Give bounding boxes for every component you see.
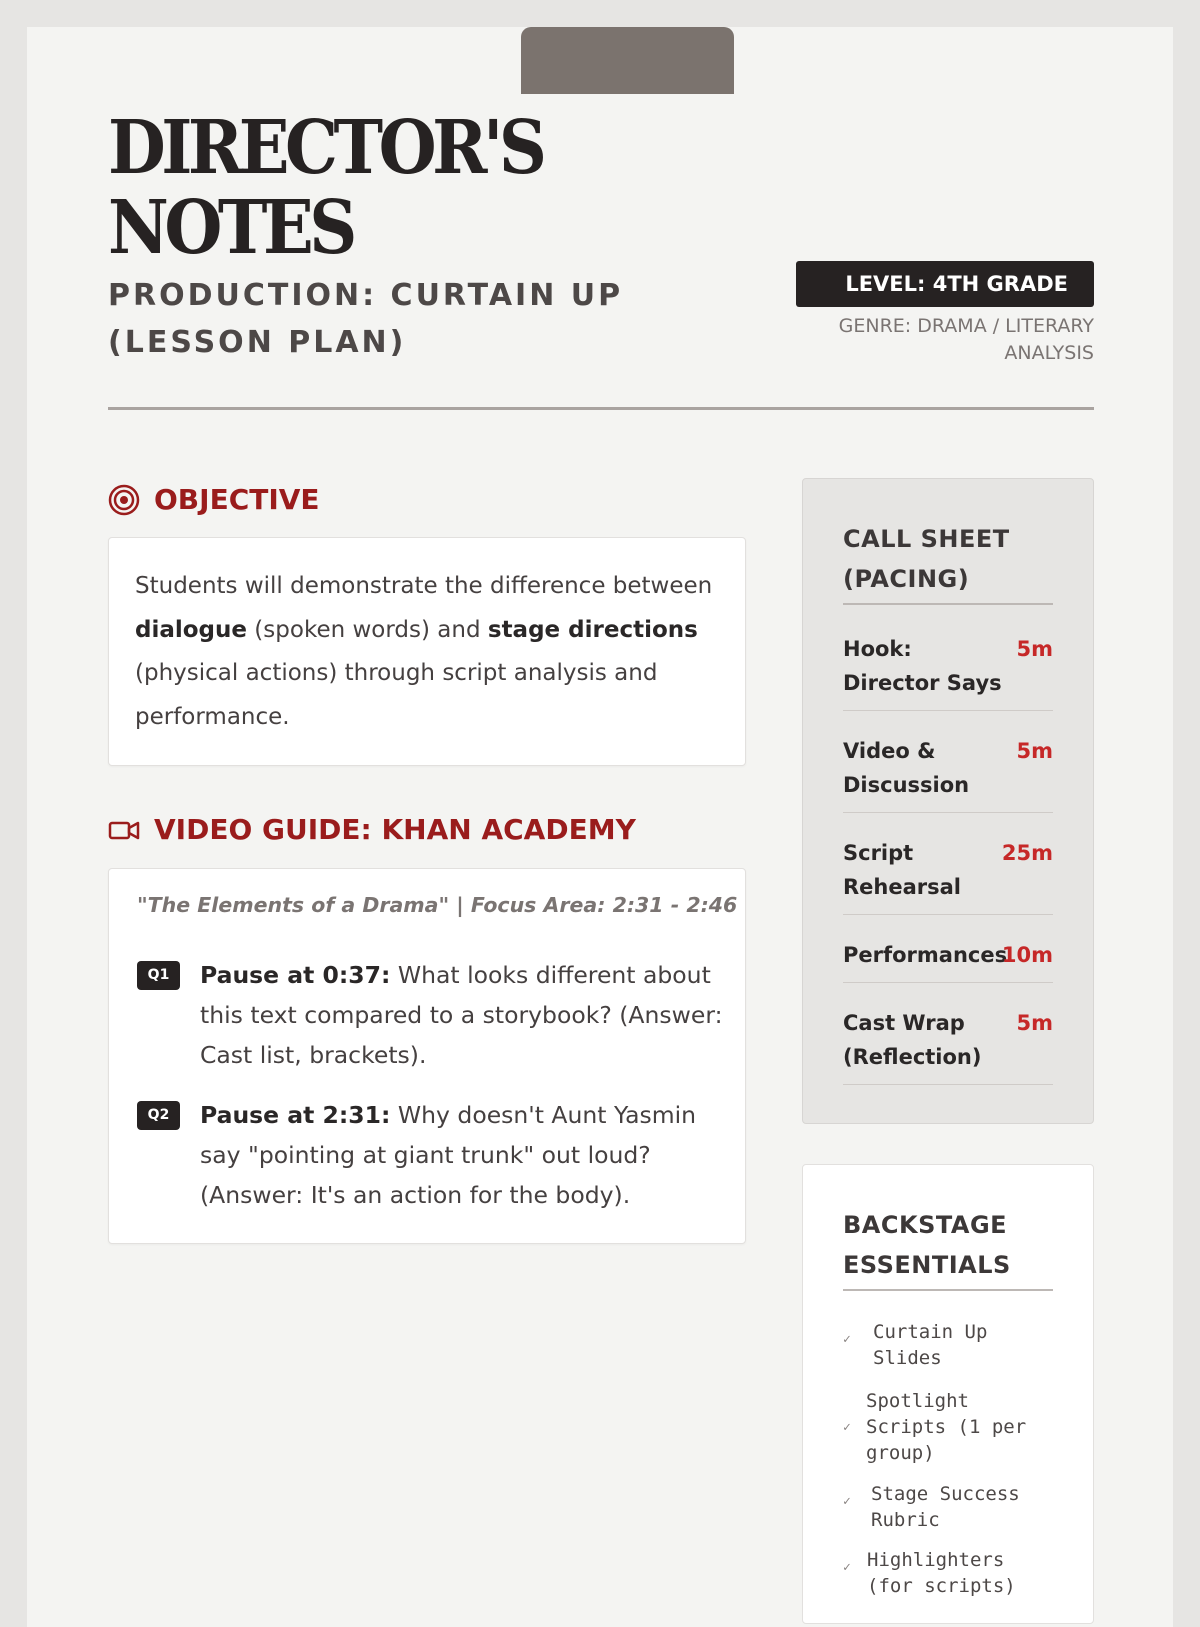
header-divider bbox=[108, 407, 1094, 410]
pacing-row bbox=[843, 734, 1053, 813]
level-badge: LEVEL: 4TH GRADE bbox=[796, 261, 1094, 307]
essential-item bbox=[843, 1547, 1058, 1599]
backstage-essentials-panel bbox=[802, 1164, 1094, 1624]
video-caption: "The Elements of a Drama" | Focus Area: 2:31 - 2:46 bbox=[137, 893, 738, 917]
question-badge: Q1 bbox=[137, 961, 180, 990]
pacing-label: Video & Discussion bbox=[843, 739, 970, 797]
pacing-label: Performances bbox=[843, 943, 1008, 967]
clipboard-tab bbox=[521, 27, 734, 94]
essential-item-label: Stage Success Rubric bbox=[871, 1483, 1020, 1531]
question-badge: Q2 bbox=[137, 1101, 180, 1130]
genre-line-1: GENRE: DRAMA / LITERARY bbox=[838, 315, 1094, 337]
question-item bbox=[137, 1095, 727, 1215]
essential-item-label: Spotlight Scripts (1 per group) bbox=[866, 1390, 1027, 1464]
pacing-time: 5m bbox=[1016, 739, 1053, 763]
pacing-label: Cast Wrap (Reflection) bbox=[843, 1011, 982, 1069]
check-icon: ✓ bbox=[843, 1332, 851, 1347]
video-camera-icon bbox=[108, 814, 140, 846]
pacing-row bbox=[843, 1006, 1053, 1085]
question-text: Pause at 2:31: Why doesn't Aunt Yasmin say "pointing at giant trunk" out loud? (Answer: It's an action for the body). bbox=[200, 1101, 697, 1209]
title-line-1: DIRECTOR'S bbox=[108, 105, 543, 191]
essential-item bbox=[843, 1388, 1058, 1466]
call-sheet-title: CALL SHEET (PACING) bbox=[843, 519, 1053, 605]
genre-label bbox=[780, 313, 1094, 367]
production-subtitle bbox=[108, 272, 623, 366]
pacing-label: Hook: Director Says bbox=[843, 637, 1002, 695]
target-icon bbox=[108, 484, 140, 516]
essential-item bbox=[843, 1481, 1058, 1533]
video-guide-heading-label: VIDEO GUIDE: KHAN ACADEMY bbox=[154, 813, 636, 846]
essential-item-label: Highlighters (for scripts) bbox=[867, 1549, 1016, 1597]
question-text: Pause at 0:37: What looks different about this text compared to a storybook? (Answer: Cast list, brackets). bbox=[200, 961, 723, 1069]
video-guide-heading bbox=[108, 812, 636, 848]
question-item bbox=[137, 955, 727, 1075]
video-guide-card bbox=[108, 868, 746, 1244]
essential-item bbox=[843, 1319, 1058, 1371]
pacing-time: 5m bbox=[1016, 1011, 1053, 1035]
title-line-2: NOTES bbox=[108, 185, 353, 271]
genre-line-2: ANALYSIS bbox=[1004, 342, 1094, 364]
call-sheet-panel bbox=[802, 478, 1094, 1124]
pacing-row bbox=[843, 632, 1053, 711]
page-title bbox=[108, 105, 543, 271]
production-line-1: PRODUCTION: CURTAIN UP bbox=[108, 278, 624, 313]
check-icon: ✓ bbox=[843, 1420, 851, 1435]
pacing-time: 10m bbox=[1001, 943, 1053, 967]
backstage-title: BACKSTAGE ESSENTIALS bbox=[843, 1205, 1053, 1291]
check-icon: ✓ bbox=[843, 1560, 851, 1575]
objective-heading bbox=[108, 482, 320, 518]
pacing-time: 25m bbox=[1001, 841, 1053, 865]
objective-card bbox=[108, 537, 746, 766]
essential-item-label: Curtain Up Slides bbox=[873, 1321, 988, 1369]
pacing-row bbox=[843, 836, 1053, 915]
pacing-label: Script Rehearsal bbox=[843, 841, 962, 899]
pacing-time: 5m bbox=[1016, 637, 1053, 661]
production-line-2: (LESSON PLAN) bbox=[108, 325, 407, 360]
check-icon: ✓ bbox=[843, 1494, 851, 1509]
objective-heading-label: OBJECTIVE bbox=[154, 483, 320, 516]
pacing-row bbox=[843, 938, 1053, 983]
objective-text: Students will demonstrate the difference between dialogue (spoken words) and stage directions (physical actions) through script analysis and performance. bbox=[135, 573, 713, 730]
